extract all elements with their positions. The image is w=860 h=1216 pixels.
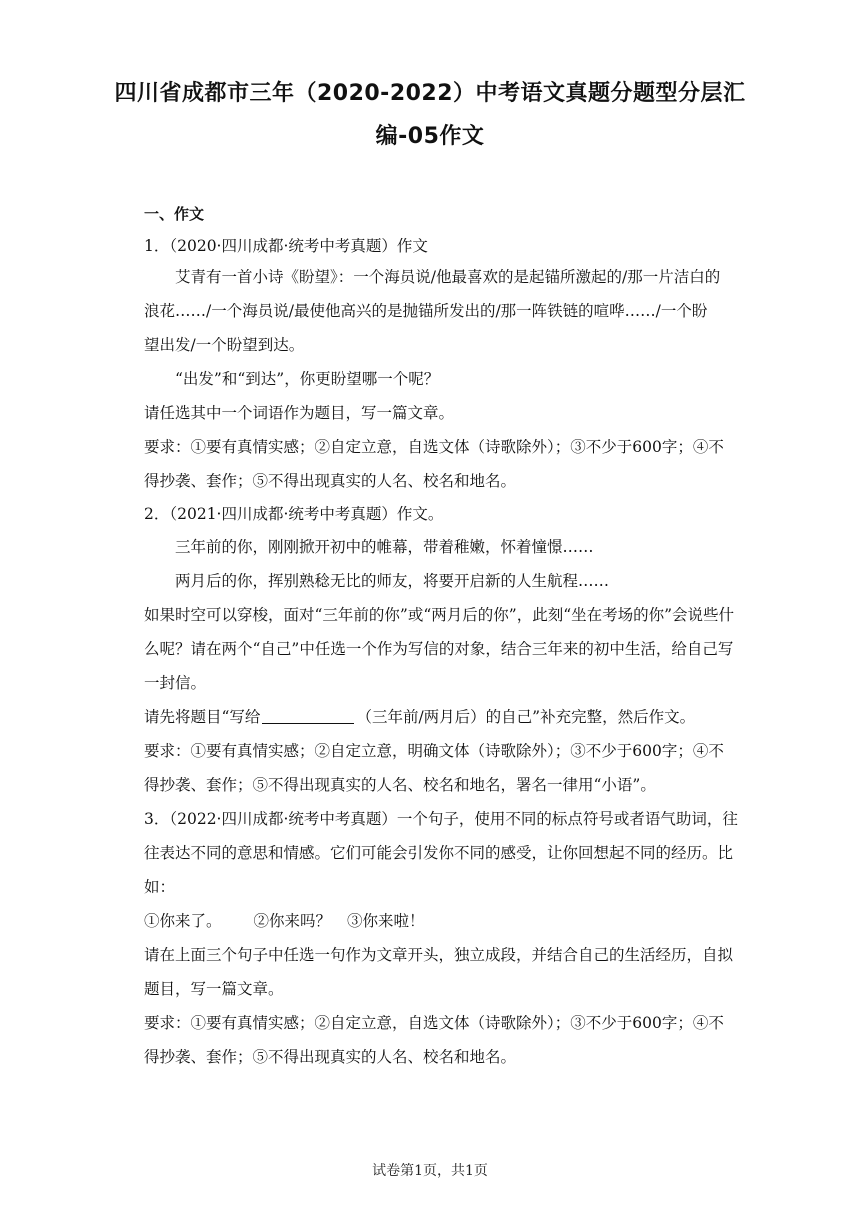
question-1-text: 望出发/一个盼望到达。 [144,336,305,354]
section-heading: 一、作文 [144,205,205,223]
question-1-instruction: 请任选其中一个词语作为题目，写一篇文章。 [144,404,455,422]
question-3-requirements: 要求：①要有真情实感；②自定立意，自选文体（诗歌除外）；③不少于600字；④不 [144,1014,724,1032]
question-2-title-prompt [144,705,695,727]
question-2-text: 三年前的你，刚刚掀开初中的帷幕，带着稚嫩，怀着憧憬…… [175,538,594,556]
question-2-requirements: 得抄袭、套作；⑤不得出现真实的人名、校名和地名，署名一律用“小语”。 [144,776,656,794]
option-3: ③你来啦！ [347,912,425,930]
prompt-after: （三年前/两月后）的自己”补充完整，然后作文。 [356,708,696,726]
question-1-header: 1．（2020·四川成都·统考中考真题）作文 [144,237,428,255]
question-2-text: 两月后的你，挥别熟稔无比的师友，将要开启新的人生航程…… [175,572,610,590]
question-2-header: 2．（2021·四川成都·统考中考真题）作文。 [144,505,444,523]
question-2-text: 一封信。 [144,674,207,692]
prompt-before: 请先将题目“写给 [144,708,261,726]
page-footer: 试卷第1页，共1页 [372,1163,488,1179]
option-1: ①你来了。 [144,912,222,930]
document-title-line-1: 四川省成都市三年（2020-2022）中考语文真题分题型分层汇 [114,81,746,106]
question-3-header: 3．（2022·四川成都·统考中考真题）一个句子，使用不同的标点符号或者语气助词，往 [144,810,738,828]
option-2: ②你来吗？ [253,912,332,930]
question-1-text: “出发”和“到达”，你更盼望哪一个呢？ [175,370,440,388]
question-1-requirements: 要求：①要有真情实感；②自定立意，自选文体（诗歌除外）；③不少于600字；④不 [144,438,724,456]
question-3-text: 如： [144,878,176,896]
question-3-requirements: 得抄袭、套作；⑤不得出现真实的人名、校名和地名。 [144,1048,517,1066]
document-title-line-2: 编-05作文 [375,124,485,149]
question-1-text: 浪花……/一个海员说/最使他高兴的是抛锚所发出的/那一阵铁链的喧哗……/一个盼 [144,302,708,320]
question-3-text: 往表达不同的意思和情感。它们可能会引发你不同的感受，让你回想起不同的经历。比 [144,844,734,862]
question-3-options [144,909,425,931]
question-2-text: 么呢？请在两个“自己”中任选一个作为写信的对象，结合三年来的初中生活，给自己写 [144,640,734,658]
question-3-instruction: 请在上面三个句子中任选一句作为文章开头，独立成段，并结合自己的生活经历，自拟 [144,946,734,964]
fill-in-blank [262,709,354,724]
question-1-requirements: 得抄袭、套作；⑤不得出现真实的人名、校名和地名。 [144,472,517,490]
question-3-instruction: 题目，写一篇文章。 [144,980,284,998]
question-2-text: 如果时空可以穿梭，面对“三年前的你”或“两月后的你”，此刻“坐在考场的你”会说些什 [144,606,735,624]
question-1-text: 艾青有一首小诗《盼望》：一个海员说/他最喜欢的是起锚所激起的/那一片洁白的 [175,268,721,286]
question-2-requirements: 要求：①要有真情实感；②自定立意，明确文体（诗歌除外）；③不少于600字；④不 [144,742,724,760]
